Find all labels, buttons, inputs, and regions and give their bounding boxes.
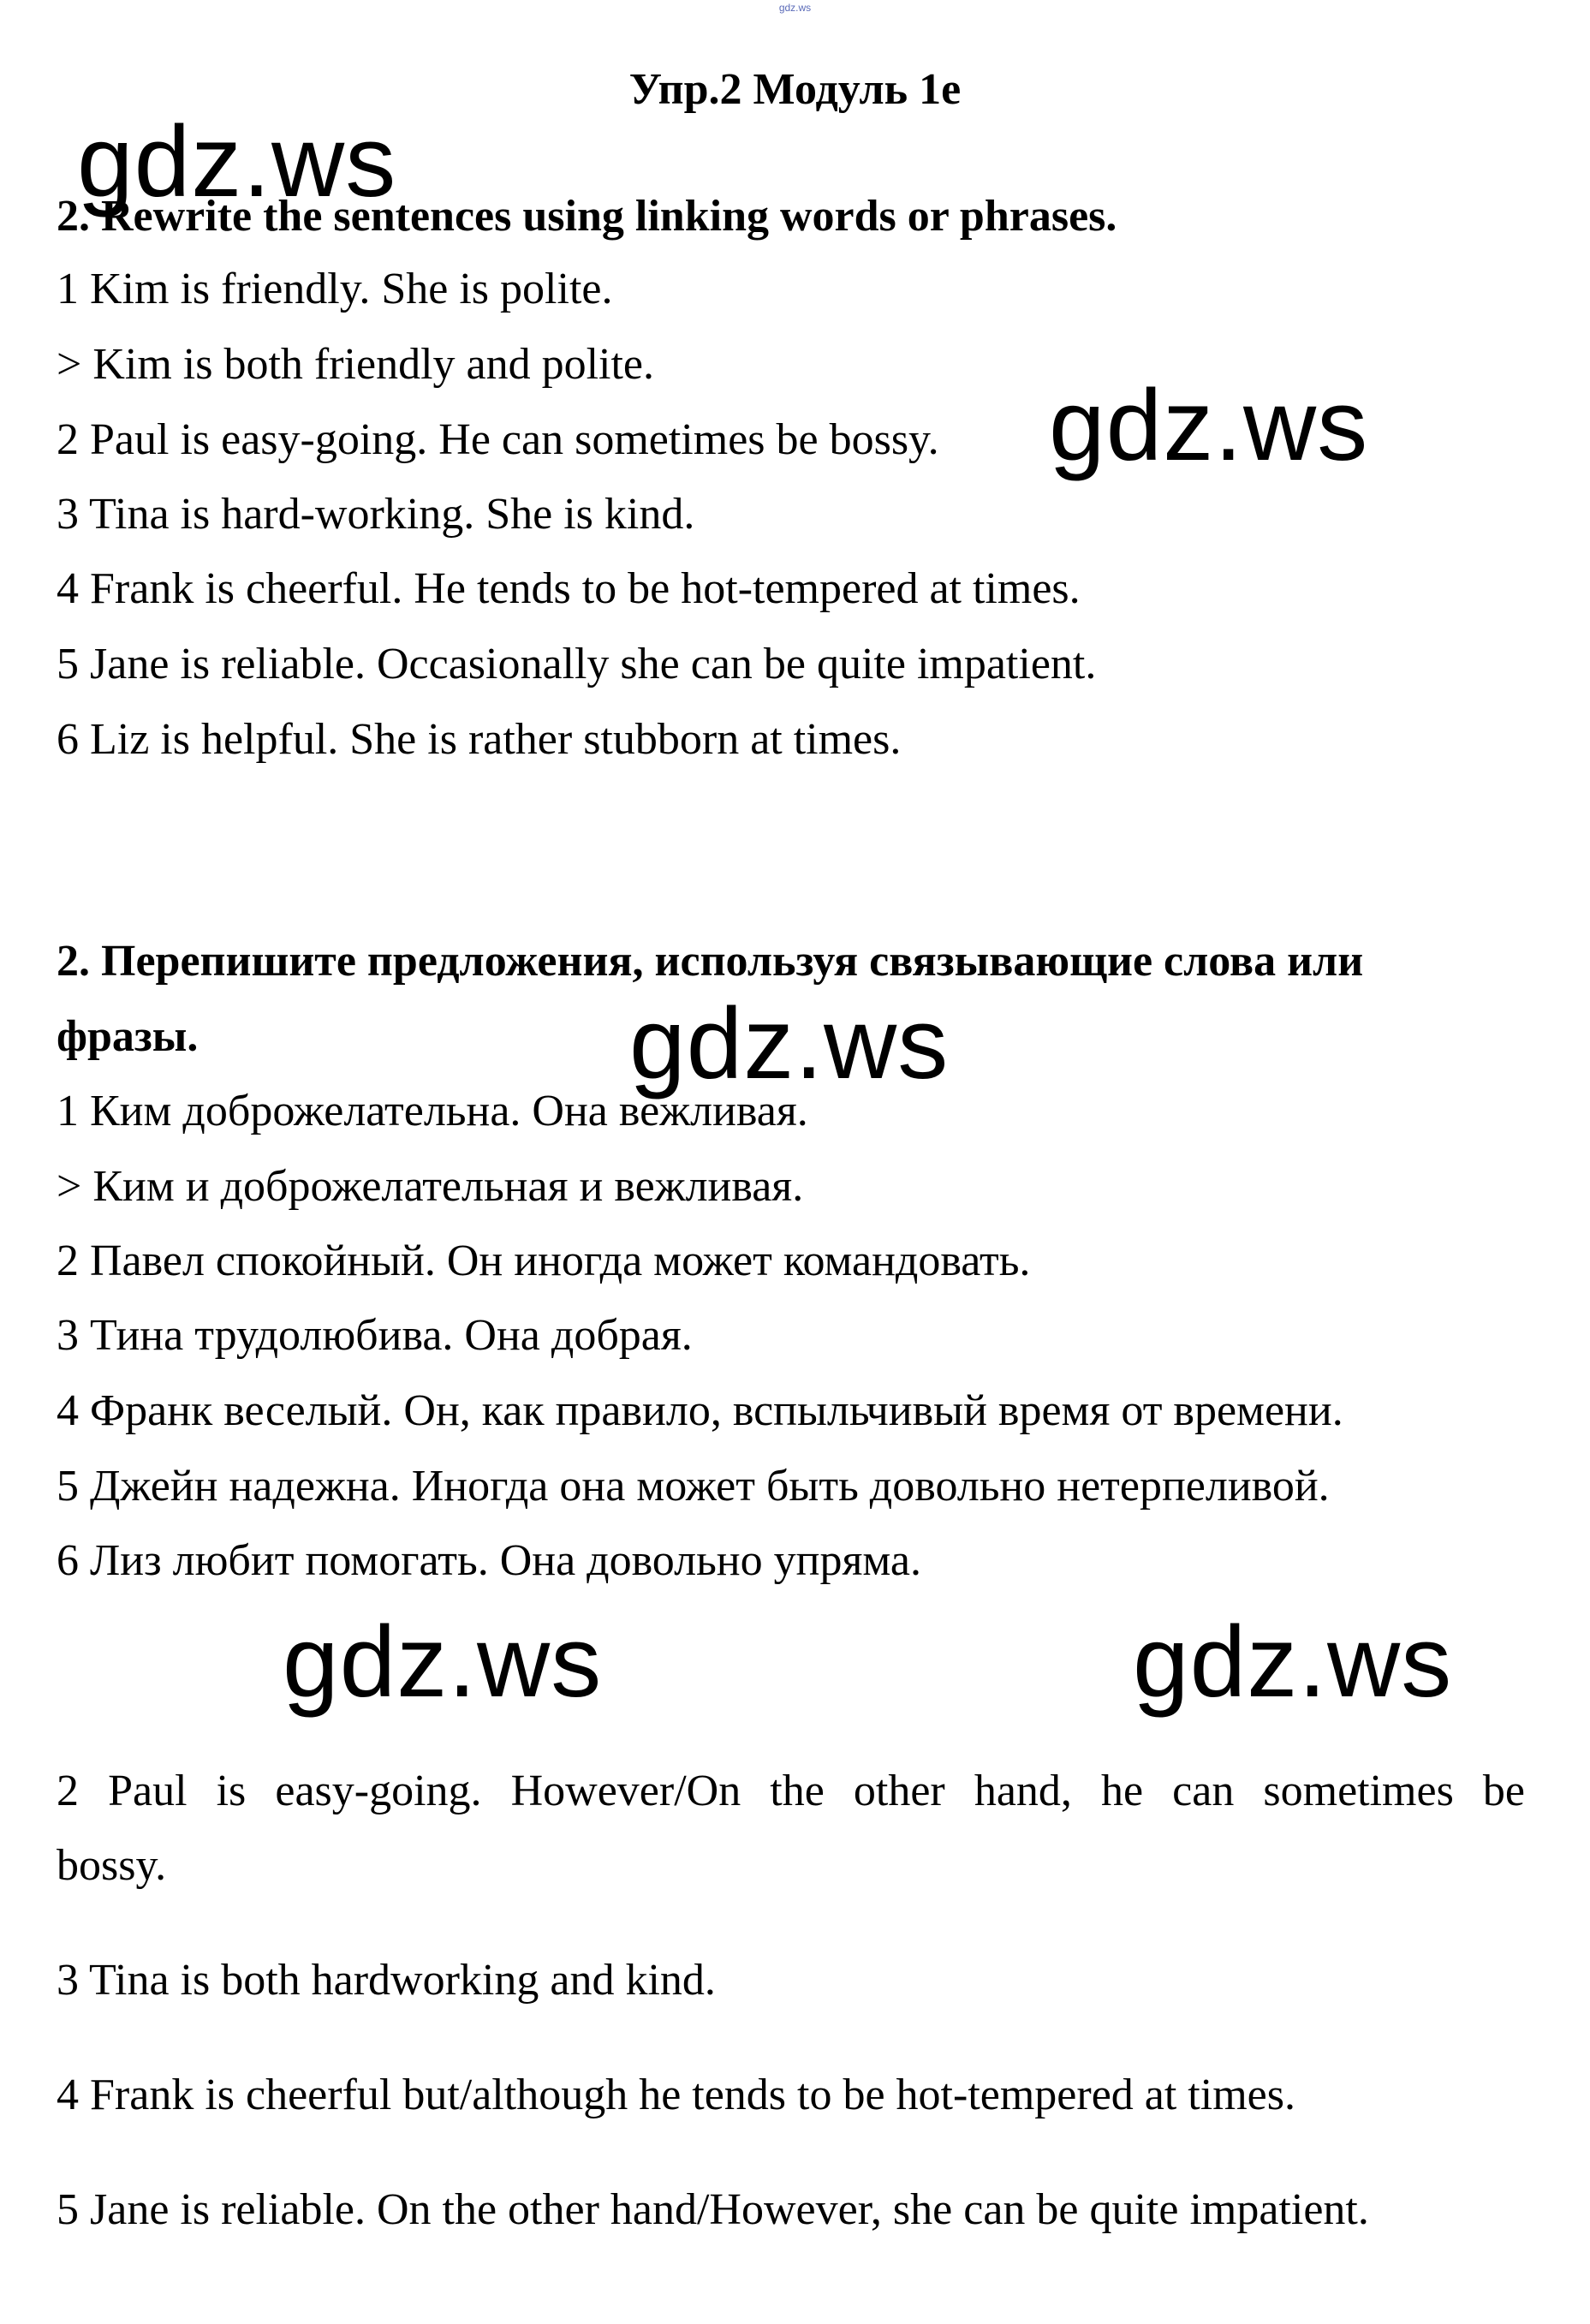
exercise-line: 1 Kim is friendly. She is polite. [57, 265, 613, 313]
exercise-line: 6 Liz is helpful. She is rather stubborn at times. [57, 715, 902, 764]
exercise-line: 5 Jane is reliable. Occasionally she can be quite impatient. [57, 640, 1097, 688]
exercise-line: > Kim is both friendly and polite. [57, 340, 655, 389]
tiny-watermark: gdz.ws [778, 2, 812, 14]
answer-line: 2 Paul is easy-going. However/On the other hand, he can sometimes be [57, 1767, 1525, 1815]
watermark: gdz.ws [1049, 369, 1369, 482]
translation-line: 5 Джейн надежна. Иногда она может быть довольно нетерпеливой. [57, 1462, 1330, 1511]
exercise-line: 4 Frank is cheerful. He tends to be hot-tempered at times. [57, 564, 1081, 613]
exercise-line: 2 Paul is easy-going. He can sometimes be bossy. [57, 415, 939, 464]
translation-line: 6 Лиз любит помогать. Она довольно упряма. [57, 1536, 921, 1585]
translation-line: 1 Ким доброжелательна. Она вежливая. [57, 1087, 808, 1135]
page-title: Упр.2 Модуль 1е [628, 65, 962, 114]
exercise-heading-russian: 2. Перепишите предложения, используя связывающие слова или [57, 937, 1364, 986]
watermark: gdz.ws [77, 105, 397, 218]
translation-line: 3 Тина трудолюбива. Она добрая. [57, 1311, 693, 1360]
answer-line: 4 Frank is cheerful but/although he tends to be hot-tempered at times. [57, 2071, 1295, 2119]
watermark: gdz.ws [1133, 1606, 1453, 1719]
answer-line: bossy. [57, 1841, 167, 1890]
translation-line: > Ким и доброжелательная и вежливая. [57, 1162, 804, 1211]
answer-line: 5 Jane is reliable. On the other hand/However, she can be quite impatient. [57, 2185, 1369, 2234]
watermark: gdz.ws [283, 1606, 603, 1719]
translation-line: 4 Франк веселый. Он, как правило, вспыльчивый время от времени. [57, 1386, 1343, 1435]
exercise-line: 3 Tina is hard-working. She is kind. [57, 490, 695, 539]
translation-line: 2 Павел спокойный. Он иногда может командовать. [57, 1236, 1031, 1285]
watermark: gdz.ws [629, 987, 950, 1100]
exercise-heading-english: 2. Rewrite the sentences using linking words or phrases. [57, 192, 1117, 241]
answer-line: 3 Tina is both hardworking and kind. [57, 1956, 716, 2005]
exercise-heading-russian-cont: фразы. [57, 1012, 199, 1061]
